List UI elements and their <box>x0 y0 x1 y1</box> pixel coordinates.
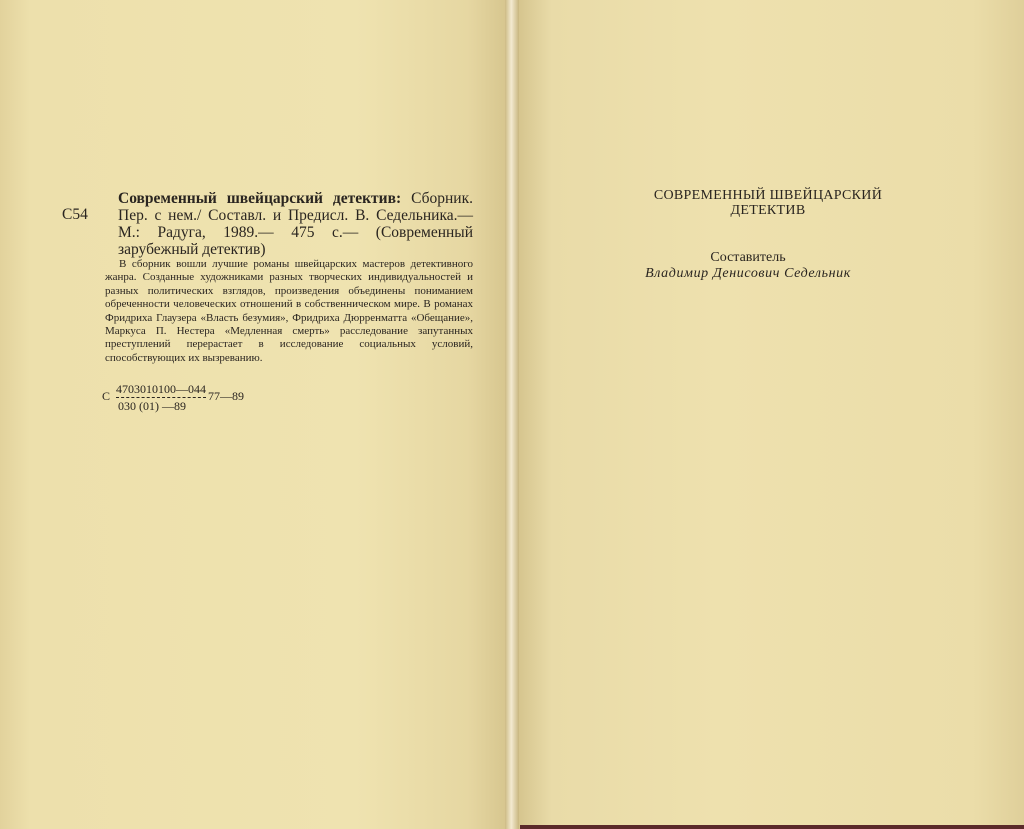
biblio-title: Современный швейцарский детектив: <box>118 190 402 207</box>
biblio-details: Сборник. Пер. с нем./ Составл. и Предисл. В. Седельника.— М.: Радуга, 1989.— 475 с.— (Современный зарубежный детектив) <box>118 190 473 258</box>
catalog-code: С54 <box>62 206 88 223</box>
book-title-line-1: СОВРЕМЕННЫЙ ШВЕЙЦАРСКИЙ <box>653 188 883 203</box>
fraction-numerator: 4703010100—044 <box>116 382 206 396</box>
compiler-label: Составитель <box>710 250 786 265</box>
right-page <box>516 0 1024 829</box>
bibliographic-record <box>118 190 473 258</box>
book-spine <box>505 0 519 829</box>
book-title <box>598 188 938 218</box>
annotation-text: В сборник вошли лучшие романы швейцарских мастеров детективного жанра. Созданные художниками разных творческих индивидуальностей и разных политических взглядов, произведения объединены пониманием обреченности человеческих отношений в собственническом мире. В романах Фридриха Глаузера «Власть безумия», Фридриха Дюрренматта «Обещание», Маркуса П. Нестера «Медленная смерть» расследование запутанных преступлений перерастает в исследование социальных условий, способствующих их вызреванию. <box>105 258 473 364</box>
fraction-suffix: 77—89 <box>208 389 244 403</box>
compiler-name: Владимир Денисович Седельник <box>645 266 851 281</box>
fraction-denominator: 030 (01) —89 <box>118 399 186 413</box>
book-title-line-2: ДЕТЕКТИВ <box>730 203 806 218</box>
cover-edge <box>520 825 1024 829</box>
fraction-prefix: С <box>102 389 111 403</box>
left-page <box>0 0 508 829</box>
